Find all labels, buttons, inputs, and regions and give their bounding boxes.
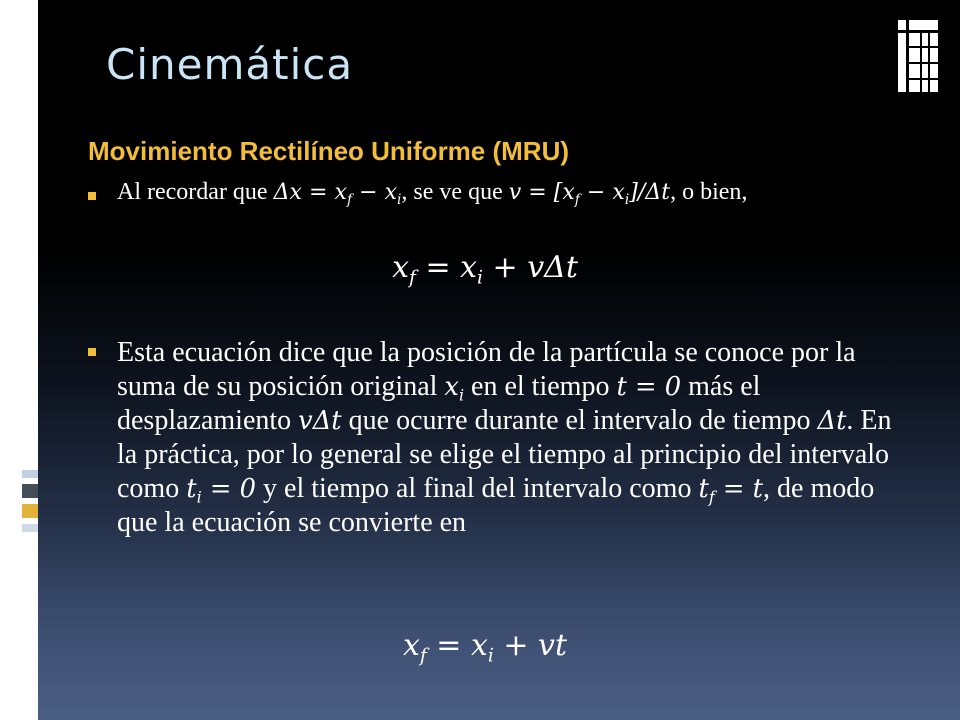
left-band [0,0,38,720]
window-grid-icon [898,20,938,92]
slide-subtitle: Movimiento Rectilíneo Uniforme (MRU) [88,136,570,166]
square-bullet-icon [88,192,96,200]
side-mark [22,470,38,478]
bullet-text-1: Al recordar que $\Delta x = x_f - x_i$, se ve que $v = [x_f - x_i]/\Delta t$, o bien, [117,179,748,208]
side-mark [22,504,38,518]
bullet-text-2: Esta ecuación dice que la posición de la partícula se conoce por la suma de su posición original $x_i$ en el tiempo t = 0 más el desplazamiento vΔt que ocurre durante el intervalo de tiempo Δt. En la práctica, por lo general se elige el tiempo al principio del intervalo como $t_i = 0$ y el tiempo al final del intervalo como $t_f = t$, de modo que la ecuación se convierte en [117,337,892,538]
page-title: Cinemática [106,40,354,89]
side-mark [22,484,38,498]
side-marks [22,470,38,540]
math-delta-x: $\Delta x = x_f - x_i$ [273,180,402,208]
equation-1: $x_f = x_i + v\Delta t$ [392,250,578,289]
equation-2: $x_f = x_i$ + vt [402,628,568,667]
math-velocity: $v = [x_f - x_i]/\Delta t$ [508,180,671,208]
side-mark [22,524,38,532]
square-bullet-icon [88,348,96,356]
